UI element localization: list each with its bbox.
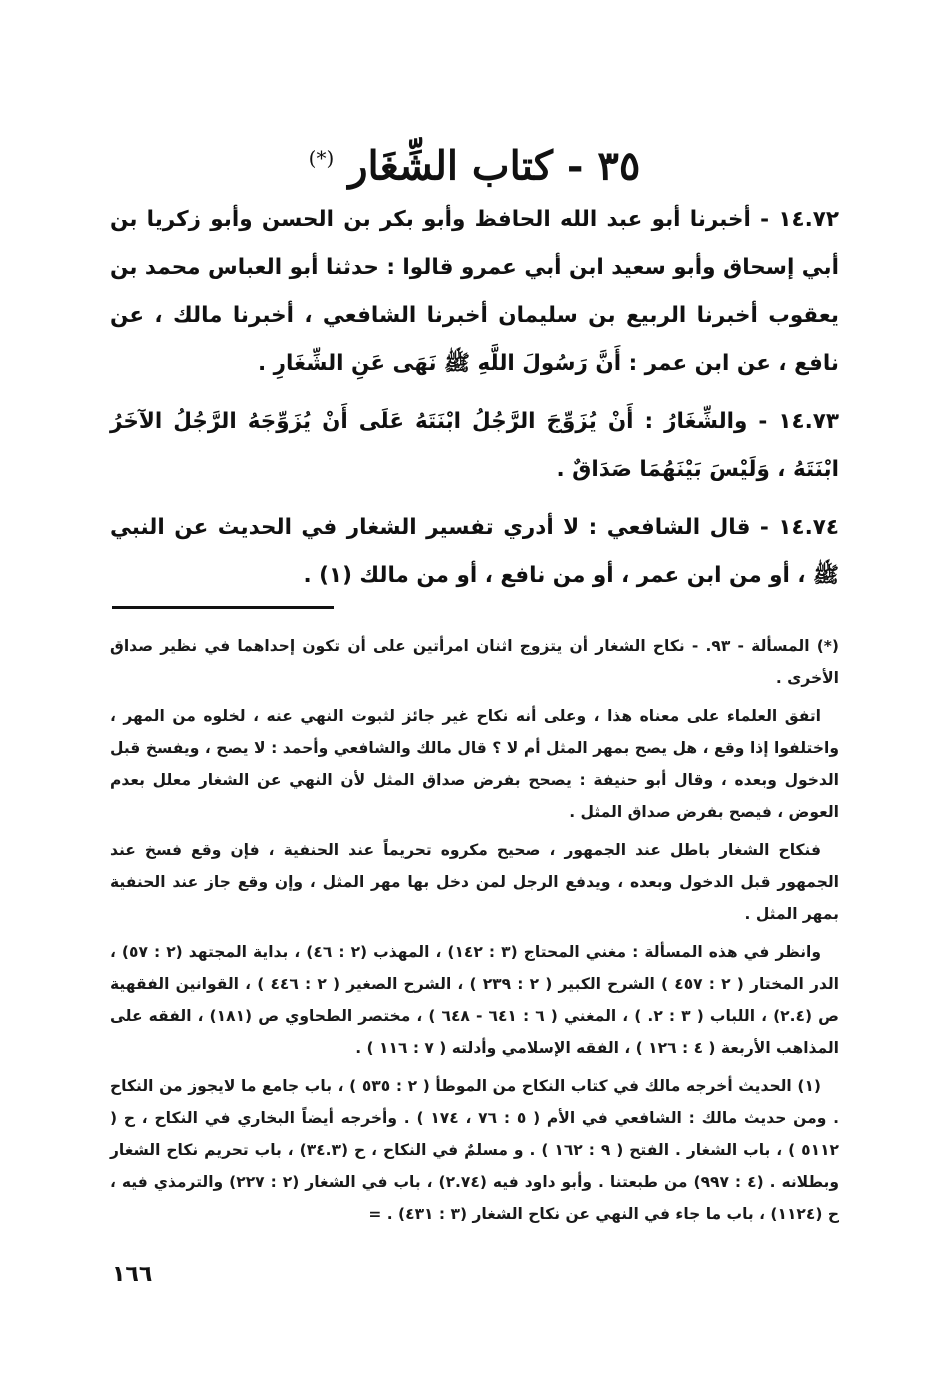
chapter-footnote-marker: (*)	[308, 146, 335, 170]
hadith-1474: ١٤.٧٤ - قال الشافعي : لا أدري تفسير الشغار في الحديث عن النبي ﷺ ، أو من ابن عمر ، أو من نافع ، أو من مالك (١) .	[110, 515, 839, 588]
footnote-consensus: اتفق العلماء على معناه هذا ، وعلى أنه نكاح غير جائز لثبوت النهي عنه ، لخلوه من المهر ، واختلفوا إذا وقع ، هل يصح بمهر المثل أم لا ؟ قال مالك والشافعي وأحمد : لا يصح ، ويفسخ قبل الدخول وبعده ، وقال أبو حنيفة : يصحح بفرض صداق المثل لأن النهي عن الشغار معلل بعدم العوض ، فيصح بفرض صداق المثل .	[110, 707, 839, 821]
footnotes	[110, 630, 839, 1236]
footnote-takhrij: (١) الحديث أخرجه مالك في كتاب النكاح من الموطأ ( ٢ : ٥٣٥ ) ، باب جامع ما لايجوز من النكاح . ومن حديث مالك : الشافعي في الأم ( ٥ : ٧٦ ، ١٧٤ ) . وأخرجه أيضاً البخاري في النكاح ، ح ( ٥١١٢ ) ، باب الشغار . الفتح ( ٩ : ١٦٢ ) . و مسلمٌ في النكاح ، ح (٣٤.٣) ، باب تحريم نكاح الشغار وبطلانه . (٤ : ٩٩٧) من طبعتنا . وأبو داود فيه (٢.٧٤) ، باب في الشغار (٢ : ٢٢٧) والترمذي فيه ، ح (١١٢٤) ، باب ما جاء في النهي عن نكاح الشغار (٣ : ٤٣١) . =	[110, 1077, 840, 1223]
main-text	[110, 196, 839, 610]
chapter-title-text: ٣٥ - كتاب الشِّغَار	[348, 142, 641, 190]
footnote-references: وانظر في هذه المسألة : مغني المحتاج (٣ : ١٤٢) ، المهذب (٢ : ٤٦) ، بداية المجتهد (٢ : ٥٧) ، الدر المختار ( ٢ : ٤٥٧ ) الشرح الكبير ( ٢ : ٢٣٩ ) ، الشرح الصغير ( ٢ : ٤٤٦ ) ، القوانين الفقهية ص (٢.٤) ، اللباب ( ٣ : ٢. ) ، المغني ( ٦ : ٦٤١ - ٦٤٨ ) ، مختصر الطحاوي ص (١٨١) ، الفقه على المذاهب الأربعة ( ٤ : ١٢٦ ) ، الفقه الإسلامي وأدلته ( ٧ : ١١٦ ) .	[110, 943, 839, 1057]
footnote-star: (*) المسألة - ٩٣. - نكاح الشغار أن يتزوج اثنان امرأتين على أن تكون إحداهما في نظير صداق الأخرى .	[110, 637, 839, 687]
page-number: ١٦٦	[112, 1262, 153, 1287]
hadith-1473: ١٤.٧٣ - والشِّغَارُ : أَنْ يُزَوِّجَ الرَّجُلُ ابْنَتَهُ عَلَى أَنْ يُزَوِّجَهُ الرَّجُلُ الآخَرُ ابْنَتَهُ ، وَلَيْسَ بَيْنَهُمَا صَدَاقٌ .	[110, 409, 839, 482]
chapter-title	[0, 128, 949, 196]
footnote-separator	[112, 606, 334, 609]
hadith-1472: ١٤.٧٢ - أخبرنا أبو عبد الله الحافظ وأبو بكر بن الحسن وأبو زكريا بن أبي إسحاق وأبو سعيد ابن أبي عمرو قالوا : حدثنا أبو العباس محمد بن يعقوب أخبرنا الربيع بن سليمان أخبرنا الشافعي ، أخبرنا مالك ، عن نافع ، عن ابن عمر : أَنَّ رَسُولَ اللَّهِ ﷺ نَهَى عَنِ الشِّغَارِ .	[110, 207, 839, 376]
footnote-ruling: فنكاح الشغار باطل عند الجمهور ، صحيح مكروه تحريماً عند الحنفية ، فإن وقع فسخ عند الجمهور قبل الدخول وبعده ، ويدفع الرجل لمن دخل بها مهر المثل ، وإن وقع جاز عند الحنفية بمهر المثل .	[110, 841, 839, 923]
